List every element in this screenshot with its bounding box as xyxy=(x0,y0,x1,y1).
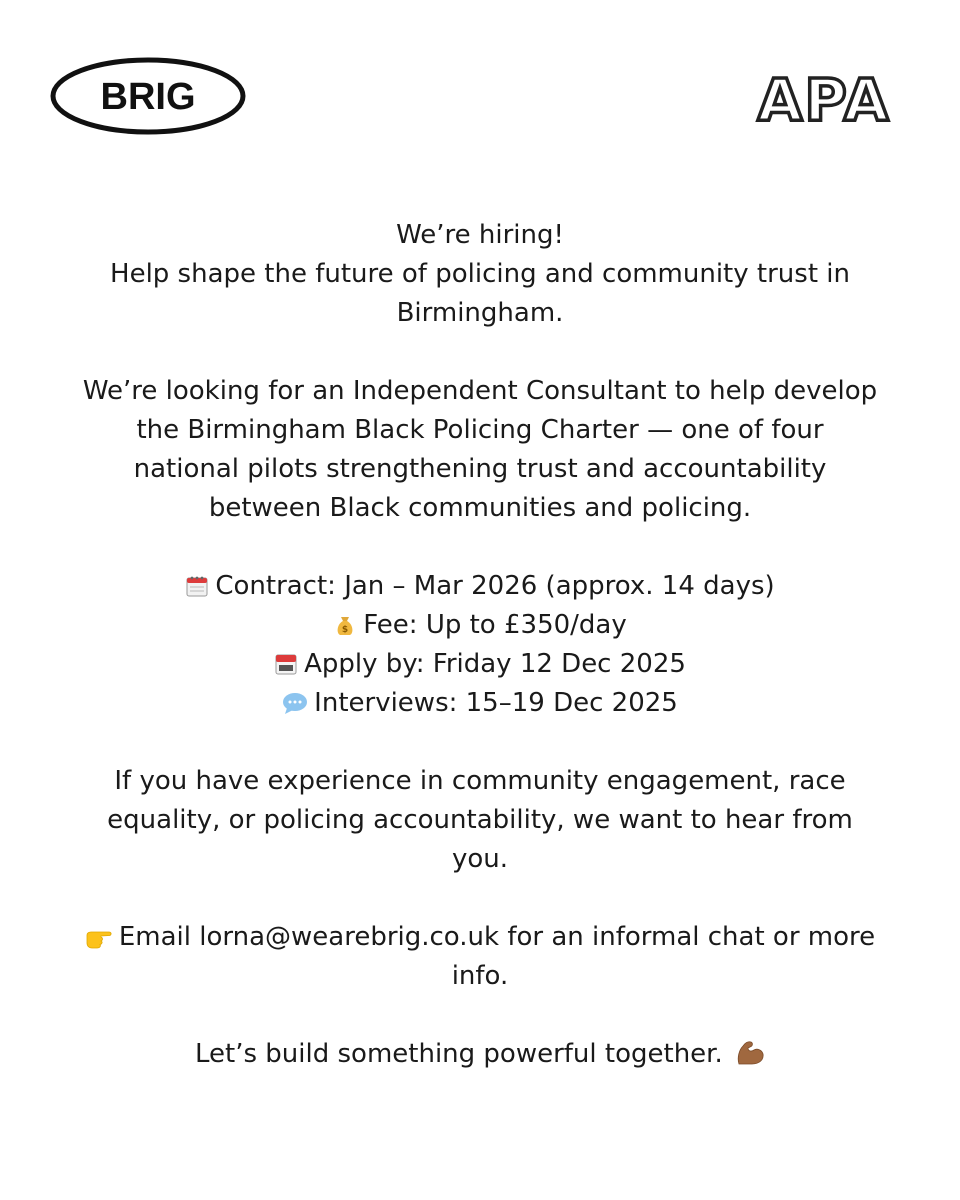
subheadline: Help shape the future of policing and community trust in Birmingham. xyxy=(110,259,850,328)
contact-text: Email lorna@wearebrig.co.uk for an informal chat or more info. xyxy=(118,922,876,991)
intro-paragraph: We’re looking for an Independent Consultant to help develop the Birmingham Black Policing Charter — one of four national pilots strengthening trust and accountability between Black communities and policing. xyxy=(82,376,878,523)
fee-text: Fee: Up to £350/day xyxy=(363,610,627,640)
apa-logo-text: APA xyxy=(757,72,891,126)
brig-logo-text: BRIG xyxy=(100,76,196,118)
closing-text: Let’s build something powerful together. xyxy=(195,1039,723,1069)
details-list xyxy=(80,567,880,723)
flexed-biceps-icon xyxy=(735,1038,765,1066)
hiring-post-body xyxy=(80,216,880,1074)
speech-bubble-icon xyxy=(282,691,308,715)
date-calendar-icon xyxy=(274,652,298,676)
experience-paragraph: If you have experience in community engagement, race equality, or policing accountability, we want to hear from you. xyxy=(107,766,853,874)
interviews-detail xyxy=(80,684,880,723)
contract-detail xyxy=(80,567,880,606)
apply-by-text: Apply by: Friday 12 Dec 2025 xyxy=(304,649,686,679)
money-bag-icon xyxy=(333,613,357,637)
calendar-icon xyxy=(185,574,209,598)
brig-logo xyxy=(50,57,246,135)
closing-line xyxy=(80,1035,880,1074)
apply-by-detail xyxy=(80,645,880,684)
svg-text:$: $ xyxy=(342,625,349,635)
contact-paragraph xyxy=(80,918,880,996)
pointing-hand-icon xyxy=(85,927,113,949)
apa-logo xyxy=(753,72,895,126)
interviews-text: Interviews: 15–19 Dec 2025 xyxy=(314,688,678,718)
contract-text: Contract: Jan – Mar 2026 (approx. 14 days) xyxy=(215,571,775,601)
fee-detail xyxy=(80,606,880,645)
headline: We’re hiring! xyxy=(396,220,564,250)
